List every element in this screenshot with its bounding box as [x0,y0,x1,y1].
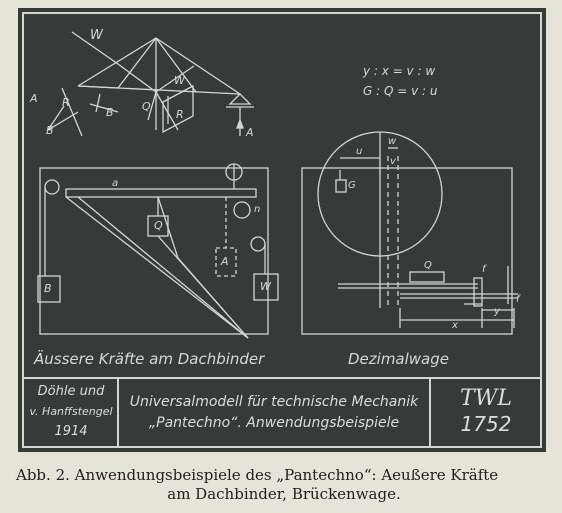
pulley-n [234,202,250,218]
label-v: v [390,156,396,167]
label-W-top: W [90,28,103,43]
author-year: 1914 [54,424,88,439]
label-A-support: A [246,126,254,139]
label-Q-balance: Q [424,260,432,271]
label-u: u [356,146,363,157]
pulley-right [251,237,265,251]
label-A-weight: A [221,255,229,268]
label-Q-weight: Q [154,219,163,232]
balance-weight-G [336,180,346,192]
catalog-number: 1752 [460,412,512,436]
title-block-title [120,392,428,434]
author-line-1: Döhle und [37,384,105,399]
formula-1: y : x = v : w [363,64,436,78]
label-w: w [388,136,397,147]
label-n: n [254,204,261,215]
label-Q-force: Q [142,100,151,113]
label-B-left: B [46,124,54,137]
title-block-author [25,382,117,442]
title-line-2: „Pantechno“. Anwendungsbeispiele [148,415,400,431]
title-block-number [432,386,540,436]
lever-beam [66,189,256,197]
diagram-board [18,8,546,452]
label-B-weight: B [44,282,52,295]
caption-line-1: Abb. 2. Anwendungsbeispiele des „Pantechno“: Aeußere Kräfte [16,466,499,484]
label-x: x [452,320,458,331]
title-line-1: Universalmodell für technische Mechanik [129,394,419,410]
author-line-2: v. Hanffstengel [29,405,113,418]
label-y: y [494,306,500,317]
caption-line-2: am Dachbinder, Brückenwage. [167,485,401,503]
label-B-mid: B [106,106,114,119]
label-A-left: A [30,92,38,105]
right-panel-box [302,168,512,334]
label-G: G [348,180,356,191]
pulley-left [45,180,59,194]
label-f: f [516,294,520,305]
left-panel-box [40,168,268,334]
label-f1: f [482,264,486,275]
label-W-weight: W [260,280,271,293]
label-W-mid: W [174,74,185,87]
balance-load-Q [410,272,444,282]
label-R-right: R [176,108,184,121]
left-panel-title: Äussere Kräfte am Dachbinder [34,350,265,368]
series-mark: TWL [460,386,512,411]
label-a: a [112,178,119,189]
right-panel-title: Dezimalwage [348,350,450,368]
label-R-left: R [62,96,70,109]
balance-pivot [474,278,482,306]
figure-caption [16,466,552,504]
formula-2: G : Q = v : u [363,84,438,98]
